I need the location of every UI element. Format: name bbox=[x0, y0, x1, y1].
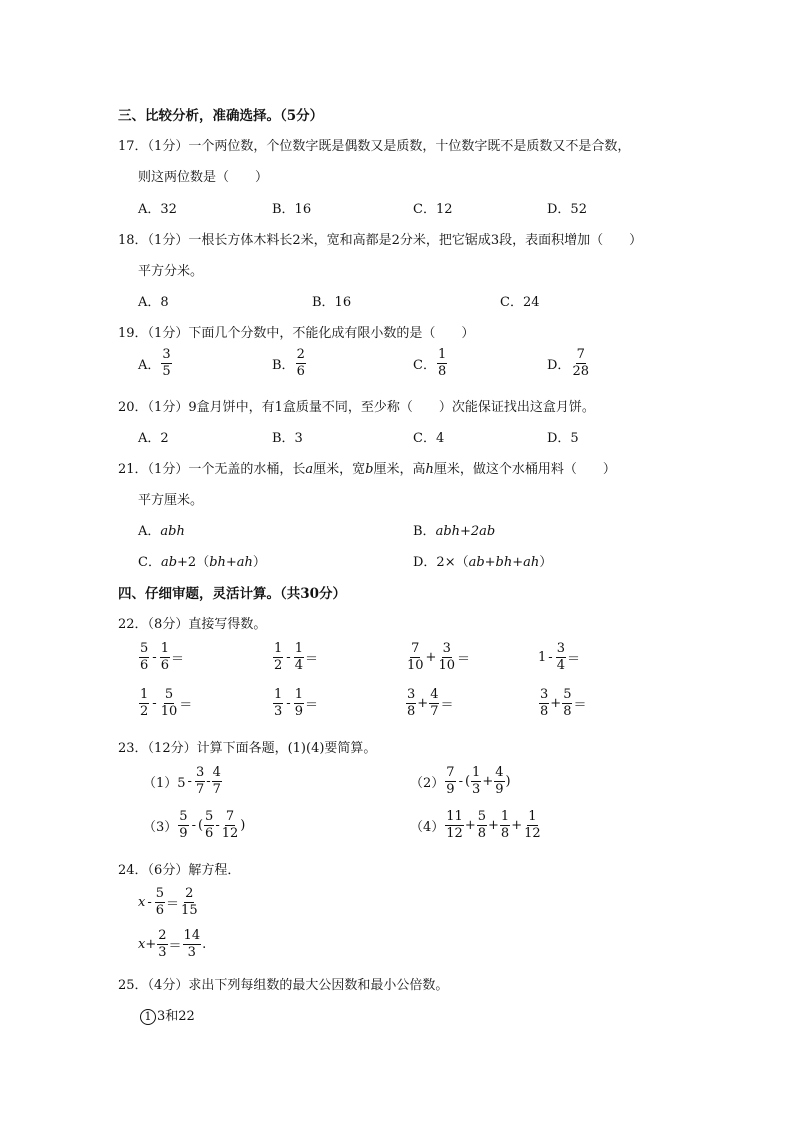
fraction bbox=[294, 688, 304, 718]
q21-text-line2: 平方厘米。 bbox=[138, 493, 204, 508]
q20-text-line1: 20．（1分）9盒月饼中，有1盒质量不同，至少称（ ）次能保证找出这盒月饼。 bbox=[118, 400, 595, 415]
fraction bbox=[161, 348, 171, 378]
denominator: 12 bbox=[221, 825, 239, 841]
plus-sign: + bbox=[511, 817, 523, 833]
denominator: 8 bbox=[563, 703, 572, 719]
minus-sign: - bbox=[191, 817, 196, 833]
minus-sign: - bbox=[548, 649, 553, 665]
denominator: 7 bbox=[195, 781, 205, 797]
denominator: 9 bbox=[294, 703, 303, 719]
q22-item-7 bbox=[405, 688, 453, 718]
numerator: 1 bbox=[500, 809, 510, 824]
plus-sign: + bbox=[425, 649, 437, 665]
denominator: 9 bbox=[495, 781, 504, 797]
numerator: 5 bbox=[205, 809, 214, 824]
q25-title: 25．（4分）求出下列每组数的最大公因数和最小公倍数。 bbox=[118, 978, 449, 993]
option-label: C． bbox=[138, 555, 161, 570]
q24-equation-2 bbox=[138, 929, 206, 959]
denominator: 5 bbox=[162, 363, 171, 379]
fraction bbox=[204, 810, 214, 840]
q22-item-5 bbox=[138, 688, 192, 718]
equals-sign: ＝ bbox=[573, 697, 587, 713]
q19-option-a bbox=[138, 348, 173, 378]
numerator: 3 bbox=[540, 687, 549, 702]
option-expr: abh+2ab bbox=[435, 524, 496, 539]
numerator: 5 bbox=[164, 687, 174, 702]
q23-title: 23．（12分）计算下面各题，(1)(4)要简算。 bbox=[118, 741, 377, 756]
denominator: 8 bbox=[540, 703, 549, 719]
fraction bbox=[477, 810, 487, 840]
q22-item-4 bbox=[538, 642, 580, 672]
q23-item-2 bbox=[410, 766, 511, 796]
denominator: 15 bbox=[181, 902, 198, 918]
fraction bbox=[273, 688, 283, 718]
fraction bbox=[539, 688, 549, 718]
q25-item-1 bbox=[140, 1005, 195, 1025]
option-expr: ab+bh+ah bbox=[468, 555, 540, 570]
q18-option-c: C．24 bbox=[500, 295, 540, 310]
q24-equation-1 bbox=[138, 887, 200, 917]
section-3-heading: 三、比较分析，准确选择。（5分） bbox=[118, 108, 324, 124]
right-paren: ) bbox=[505, 773, 511, 789]
numerator: 2 bbox=[296, 347, 305, 362]
minus-sign: - bbox=[458, 773, 463, 789]
denominator: 6 bbox=[160, 657, 169, 673]
option-expr: abh bbox=[160, 524, 185, 539]
numerator: 11 bbox=[446, 809, 463, 824]
fraction bbox=[221, 810, 240, 840]
fraction bbox=[178, 810, 188, 840]
fraction bbox=[494, 766, 504, 796]
integer: 1 bbox=[538, 649, 547, 665]
equals-sign: ＝ bbox=[168, 938, 182, 954]
fraction bbox=[155, 887, 165, 917]
q23-item-4 bbox=[410, 810, 543, 840]
equals-sign: ＝ bbox=[566, 651, 580, 667]
fraction bbox=[437, 642, 456, 672]
item-label: （3） bbox=[143, 819, 178, 835]
numerator: 2 bbox=[158, 928, 167, 943]
plus-sign: + bbox=[464, 817, 476, 833]
denominator: 2 bbox=[140, 703, 149, 719]
q22-item-2 bbox=[272, 642, 318, 672]
option-label: D．2×（ bbox=[413, 555, 469, 570]
numerator: 1 bbox=[274, 641, 283, 656]
denominator: 7 bbox=[212, 781, 221, 797]
fraction bbox=[212, 766, 222, 796]
fraction bbox=[500, 810, 510, 840]
denominator: 4 bbox=[294, 657, 303, 673]
fraction bbox=[556, 642, 566, 672]
fraction bbox=[195, 766, 205, 796]
numerator: 1 bbox=[437, 347, 447, 362]
left-paren: ( bbox=[464, 773, 471, 789]
fraction bbox=[445, 810, 464, 840]
numerator: 4 bbox=[495, 765, 504, 780]
denominator: 9 bbox=[446, 781, 455, 797]
q19-option-d bbox=[547, 348, 591, 378]
numerator: 5 bbox=[563, 687, 572, 702]
denominator: 10 bbox=[407, 657, 424, 673]
item-label: （4） bbox=[410, 819, 445, 835]
q21-option-d bbox=[413, 551, 552, 570]
fraction bbox=[296, 348, 306, 378]
fraction bbox=[139, 642, 149, 672]
q21-text-part: 厘米，高 bbox=[373, 462, 426, 477]
q21-option-c bbox=[138, 551, 266, 570]
minus-sign: - bbox=[206, 773, 211, 789]
numerator: 1 bbox=[274, 687, 283, 702]
equals-sign: ＝ bbox=[457, 651, 471, 667]
numerator: 1 bbox=[294, 687, 303, 702]
minus-sign: - bbox=[147, 894, 152, 910]
q18-option-b: B．16 bbox=[312, 295, 352, 310]
numerator: 3 bbox=[195, 765, 205, 780]
plus-sign: + bbox=[417, 695, 429, 711]
fraction bbox=[183, 929, 202, 959]
option-expr: ） bbox=[539, 555, 553, 570]
option-label: D． bbox=[547, 357, 571, 373]
numerator: 3 bbox=[162, 347, 171, 362]
equals-sign: ＝ bbox=[304, 697, 318, 713]
q17-text-line2: 则这两位数是（ ） bbox=[138, 170, 269, 185]
item-text: 3和22 bbox=[157, 1009, 195, 1024]
q20-option-a: A．2 bbox=[138, 431, 169, 446]
fraction bbox=[157, 929, 167, 959]
q18-option-a: A．8 bbox=[138, 295, 169, 310]
fraction bbox=[471, 766, 481, 796]
fraction bbox=[523, 810, 542, 840]
circled-number-1: 1 bbox=[140, 1009, 156, 1025]
denominator: 3 bbox=[472, 781, 481, 797]
fraction bbox=[160, 642, 170, 672]
denominator: 8 bbox=[477, 825, 487, 841]
numerator: 5 bbox=[155, 886, 165, 901]
section-4-heading: 四、仔细审题，灵活计算。（共30分） bbox=[118, 586, 347, 602]
fraction bbox=[139, 688, 149, 718]
denominator: 12 bbox=[524, 825, 541, 841]
equals-sign: ＝ bbox=[166, 896, 180, 912]
denominator: 3 bbox=[187, 944, 196, 960]
numerator: 7 bbox=[411, 641, 420, 656]
denominator: 10 bbox=[438, 657, 455, 673]
equals-sign: ＝ bbox=[304, 651, 318, 667]
var-b: b bbox=[365, 462, 374, 477]
fraction bbox=[571, 348, 590, 378]
numerator: 7 bbox=[225, 809, 235, 824]
minus-sign: - bbox=[286, 695, 291, 711]
denominator: 6 bbox=[205, 825, 214, 841]
q21-text-part: 厘米，做这个水桶用料（ ） bbox=[433, 462, 616, 477]
denominator: 8 bbox=[437, 363, 447, 379]
denominator: 2 bbox=[274, 657, 283, 673]
q19-option-c bbox=[413, 348, 448, 378]
option-label: A． bbox=[138, 524, 161, 539]
option-expr: ab bbox=[160, 555, 178, 570]
q24-title: 24．（6分）解方程． bbox=[118, 863, 241, 878]
numerator: 4 bbox=[212, 765, 221, 780]
denominator: 6 bbox=[155, 902, 165, 918]
denominator: 8 bbox=[407, 703, 416, 719]
q21-text-line1 bbox=[118, 458, 616, 477]
denominator: 3 bbox=[158, 944, 167, 960]
q22-item-6 bbox=[272, 688, 318, 718]
equals-sign: ＝ bbox=[170, 651, 184, 667]
fraction bbox=[445, 766, 455, 796]
denominator: 3 bbox=[274, 703, 283, 719]
numerator: 3 bbox=[556, 641, 565, 656]
var-x: x bbox=[138, 894, 146, 910]
numerator: 3 bbox=[407, 687, 416, 702]
item-label: （2） bbox=[410, 775, 445, 791]
q20-option-d: D．5 bbox=[547, 431, 579, 446]
numerator: 4 bbox=[430, 687, 439, 702]
numerator: 5 bbox=[179, 809, 188, 824]
fraction bbox=[406, 688, 416, 718]
minus-sign: - bbox=[215, 817, 220, 833]
q20-option-c: C．4 bbox=[413, 431, 445, 446]
period: . bbox=[202, 936, 207, 952]
item-label: （1）5 bbox=[143, 775, 186, 791]
numerator: 5 bbox=[140, 641, 149, 656]
denominator: 10 bbox=[160, 703, 178, 719]
numerator: 1 bbox=[528, 809, 537, 824]
q22-item-8 bbox=[538, 688, 586, 718]
fraction bbox=[160, 688, 179, 718]
q21-option-a bbox=[138, 520, 185, 539]
q18-text-line2: 平方分米。 bbox=[138, 264, 204, 279]
option-label: B． bbox=[413, 524, 436, 539]
q20-option-b: B．3 bbox=[272, 431, 303, 446]
numerator: 7 bbox=[576, 347, 585, 362]
var-h: h bbox=[425, 462, 434, 477]
fraction bbox=[406, 642, 425, 672]
equals-sign: ＝ bbox=[440, 697, 454, 713]
q17-option-d: D．52 bbox=[547, 202, 587, 217]
numerator: 7 bbox=[446, 765, 455, 780]
denominator: 4 bbox=[556, 657, 565, 673]
q19-text-line1: 19．（1分）下面几个分数中，不能化成有限小数的是（ ） bbox=[118, 326, 475, 341]
q21-text-part: 厘米，宽 bbox=[313, 462, 366, 477]
q22-item-1 bbox=[138, 642, 184, 672]
q22-title: 22．（8分）直接写得数。 bbox=[118, 617, 267, 632]
q17-text-line1: 17．（1分）一个两位数，个位数字既是偶数又是质数，十位数字既不是质数又不是合数， bbox=[118, 139, 631, 154]
fraction bbox=[180, 887, 199, 917]
q23-item-1 bbox=[143, 766, 223, 796]
q18-text-line1: 18．（1分）一根长方体木料长2米，宽和高都是2分米，把它锯成3段，表面积增加（ ） bbox=[118, 233, 643, 248]
option-label: C． bbox=[413, 357, 436, 373]
numerator: 1 bbox=[472, 765, 481, 780]
minus-sign: - bbox=[152, 649, 157, 665]
minus-sign: - bbox=[152, 695, 157, 711]
option-expr: +2（ bbox=[177, 555, 210, 570]
denominator: 7 bbox=[430, 703, 439, 719]
denominator: 28 bbox=[572, 363, 589, 379]
plus-sign: + bbox=[488, 817, 499, 833]
fraction bbox=[437, 348, 447, 378]
plus-sign: + bbox=[145, 936, 157, 952]
option-expr: ） bbox=[252, 555, 266, 570]
fraction bbox=[273, 642, 283, 672]
denominator: 9 bbox=[179, 825, 188, 841]
equals-sign: ＝ bbox=[179, 697, 193, 713]
denominator: 8 bbox=[500, 825, 510, 841]
q17-option-a: A．32 bbox=[138, 202, 177, 217]
numerator: 1 bbox=[140, 687, 149, 702]
denominator: 6 bbox=[140, 657, 149, 673]
q23-item-3 bbox=[143, 810, 245, 840]
numerator: 14 bbox=[183, 928, 201, 943]
denominator: 6 bbox=[296, 363, 305, 379]
option-label: B． bbox=[272, 357, 295, 373]
numerator: 2 bbox=[185, 886, 194, 901]
plus-sign: + bbox=[550, 695, 562, 711]
right-paren: ) bbox=[240, 817, 246, 833]
q21-option-b bbox=[413, 520, 495, 539]
numerator: 3 bbox=[442, 641, 451, 656]
q22-item-3 bbox=[405, 642, 470, 672]
var-a: a bbox=[305, 462, 314, 477]
q19-option-b bbox=[272, 348, 307, 378]
denominator: 12 bbox=[446, 825, 463, 841]
minus-sign: - bbox=[187, 773, 192, 789]
q17-option-b: B．16 bbox=[272, 202, 312, 217]
plus-sign: + bbox=[482, 773, 494, 789]
fraction bbox=[562, 688, 572, 718]
q21-text-part: 21．（1分）一个无盖的水桶，长 bbox=[118, 462, 306, 477]
minus-sign: - bbox=[286, 649, 291, 665]
numerator: 1 bbox=[160, 641, 169, 656]
option-label: A． bbox=[138, 357, 161, 373]
numerator: 5 bbox=[477, 809, 487, 824]
left-paren: ( bbox=[197, 817, 204, 833]
var-x: x bbox=[138, 936, 146, 952]
option-expr: bh+ah bbox=[209, 555, 253, 570]
fraction bbox=[429, 688, 439, 718]
fraction bbox=[294, 642, 304, 672]
numerator: 1 bbox=[294, 641, 303, 656]
q17-option-c: C．12 bbox=[413, 202, 453, 217]
